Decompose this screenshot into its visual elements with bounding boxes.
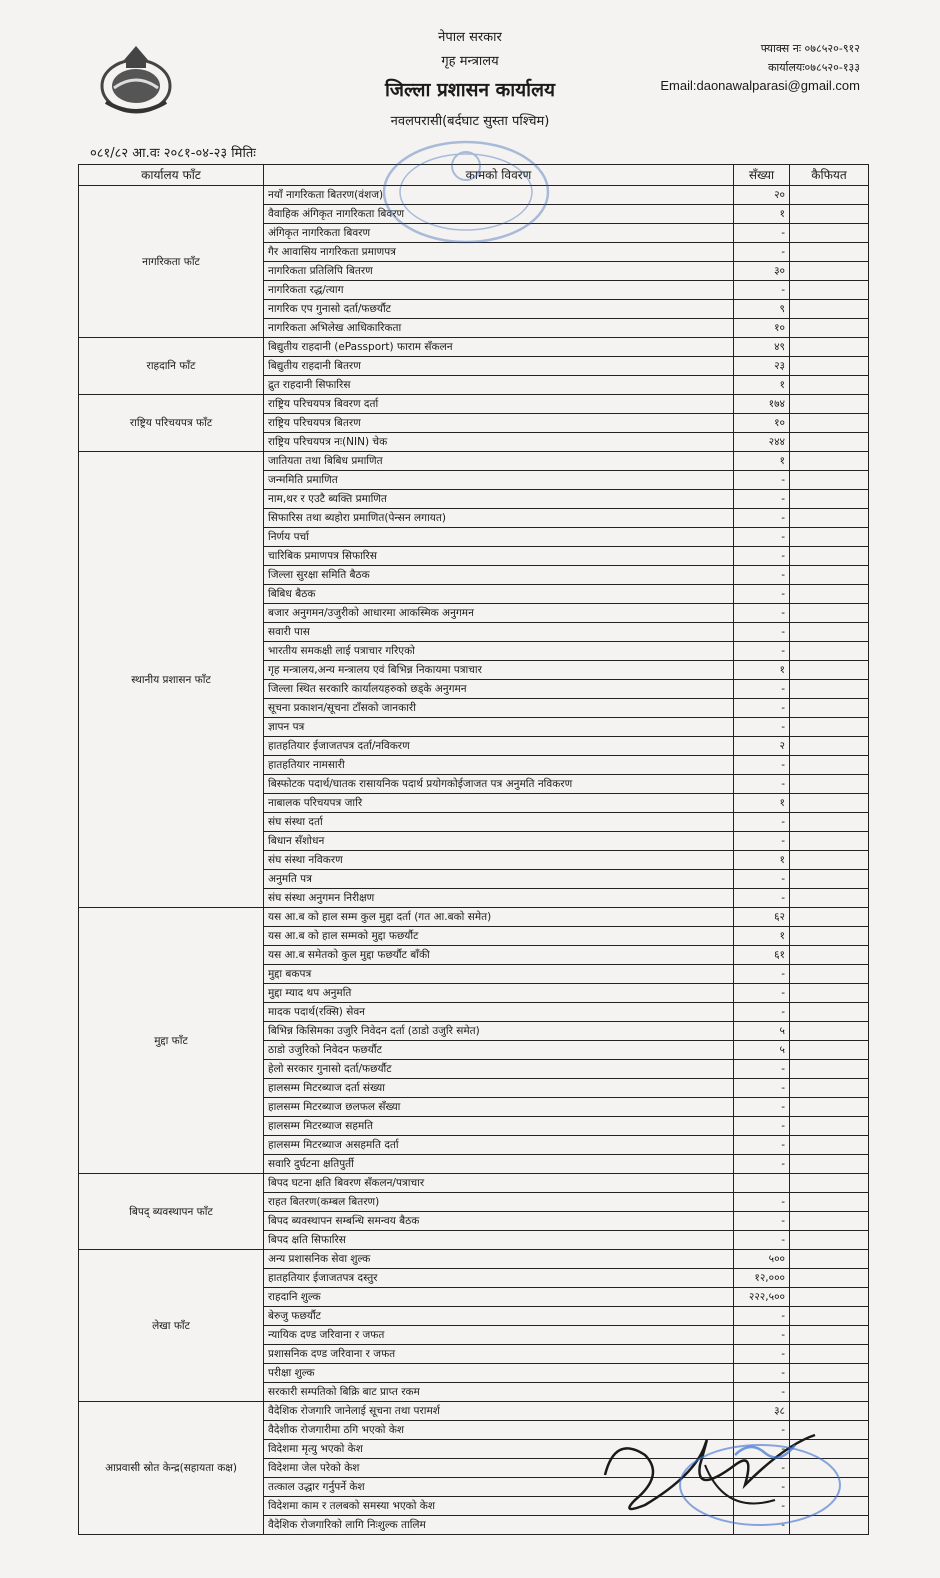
table-row <box>79 1174 869 1193</box>
remarks-cell <box>790 927 869 946</box>
description-cell: बेरुजु फछर्यौट <box>264 1307 734 1326</box>
count-cell: २२२,५०० <box>734 1288 790 1307</box>
count-cell: १ <box>734 927 790 946</box>
count-cell: ३८ <box>734 1402 790 1421</box>
remarks-cell <box>790 452 869 471</box>
remarks-cell <box>790 718 869 737</box>
count-cell: १ <box>734 452 790 471</box>
remarks-cell <box>790 585 869 604</box>
count-cell: - <box>734 243 790 262</box>
description-cell: हालसम्म मिटरब्याज छलफल सँख्या <box>264 1098 734 1117</box>
remarks-cell <box>790 623 869 642</box>
remarks-cell <box>790 1231 869 1250</box>
description-cell: नागरिकता अभिलेख आधिकारिकता <box>264 319 734 338</box>
description-cell: बिधान सँशोधन <box>264 832 734 851</box>
table-row <box>79 338 869 357</box>
remarks-cell <box>790 376 869 395</box>
remarks-cell <box>790 1212 869 1231</box>
remarks-cell <box>790 319 869 338</box>
table-body <box>79 186 869 1535</box>
count-cell: - <box>734 965 790 984</box>
description-cell: यस आ.ब को हाल सम्म कुल मुद्दा दर्ता (गत आ.बको समेत) <box>264 908 734 927</box>
section-column-header: कार्यालय फाँट <box>79 165 264 186</box>
remarks-cell <box>790 1383 869 1402</box>
count-cell: १२,००० <box>734 1269 790 1288</box>
description-cell: बिद्युतीय राहदानी (ePassport) फाराम सँकलन <box>264 338 734 357</box>
count-cell: - <box>734 1079 790 1098</box>
remarks-cell <box>790 224 869 243</box>
remarks-cell <box>790 1326 869 1345</box>
remarks-cell <box>790 205 869 224</box>
remarks-cell <box>790 794 869 813</box>
count-cell: - <box>734 1383 790 1402</box>
remarks-cell <box>790 756 869 775</box>
description-cell: वैदेशीक रोजगारीमा ठगि भएको केश <box>264 1421 734 1440</box>
count-cell: ५ <box>734 1041 790 1060</box>
remarks-cell <box>790 357 869 376</box>
count-cell <box>734 1174 790 1193</box>
remarks-cell <box>790 1478 869 1497</box>
count-cell: - <box>734 1345 790 1364</box>
table-row <box>79 452 869 471</box>
count-cell: - <box>734 1003 790 1022</box>
description-cell: सवारी पास <box>264 623 734 642</box>
description-cell: संघ संस्था दर्ता <box>264 813 734 832</box>
count-cell: - <box>734 1440 790 1459</box>
remarks-cell <box>790 395 869 414</box>
description-cell: हालसम्म मिटरब्याज सहमति <box>264 1117 734 1136</box>
office-title: जिल्ला प्रशासन कार्यालय <box>384 79 556 101</box>
section-name-cell: मुद्दा फाँट <box>79 908 264 1174</box>
description-cell: हातहतियार नामसारी <box>264 756 734 775</box>
remarks-column-header: कैफियत <box>790 165 869 186</box>
count-cell: १ <box>734 205 790 224</box>
remarks-cell <box>790 1364 869 1383</box>
remarks-cell <box>790 186 869 205</box>
description-cell: बिबिध बैठक <box>264 585 734 604</box>
description-cell: तत्काल उद्धार गर्नुपर्ने केश <box>264 1478 734 1497</box>
description-cell: बिपद क्षति सिफारिस <box>264 1231 734 1250</box>
count-cell: - <box>734 566 790 585</box>
description-cell: ठाडो उजुरिको निवेदन फछर्यौट <box>264 1041 734 1060</box>
count-column-header: सँख्या <box>734 165 790 186</box>
count-cell: - <box>734 889 790 908</box>
table-row <box>79 1250 869 1269</box>
table-row <box>79 395 869 414</box>
remarks-cell <box>790 433 869 452</box>
description-cell: बजार अनुगमन/उजुरीको आधारमा आकस्मिक अनुगमन <box>264 604 734 623</box>
count-cell: १७४ <box>734 395 790 414</box>
count-cell: - <box>734 471 790 490</box>
count-cell: - <box>734 1136 790 1155</box>
description-cell: संघ संस्था नविकरण <box>264 851 734 870</box>
description-cell: बिस्फोटक पदार्थ/घातक रासायनिक पदार्थ प्रयोगकोईजाजत पत्र अनुमति नविकरण <box>264 775 734 794</box>
remarks-cell <box>790 1497 869 1516</box>
remarks-cell <box>790 528 869 547</box>
remarks-cell <box>790 699 869 718</box>
section-name-cell: राष्ट्रिय परिचयपत्र फाँट <box>79 395 264 452</box>
remarks-cell <box>790 1288 869 1307</box>
count-cell: २४४ <box>734 433 790 452</box>
count-cell: २ <box>734 737 790 756</box>
description-cell: अन्य प्रशासनिक सेवा शुल्क <box>264 1250 734 1269</box>
description-cell: राहत बितरण(कम्बल बितरण) <box>264 1193 734 1212</box>
remarks-cell <box>790 1174 869 1193</box>
description-cell: सरकारी सम्पतिको बिक्रि बाट प्राप्त रकम <box>264 1383 734 1402</box>
count-cell: - <box>734 984 790 1003</box>
description-cell: सूचना प्रकाशन/सूचना टाँसको जानकारी <box>264 699 734 718</box>
count-cell: - <box>734 870 790 889</box>
remarks-cell <box>790 547 869 566</box>
description-cell: निर्णय पर्चा <box>264 528 734 547</box>
count-cell: - <box>734 490 790 509</box>
count-cell: - <box>734 1421 790 1440</box>
office-phone: कार्यालयः०७८५२०-१३३ <box>767 61 860 74</box>
description-cell: मुद्दा बकपत्र <box>264 965 734 984</box>
description-column-header: कामको विवरण <box>264 165 734 186</box>
remarks-cell <box>790 1459 869 1478</box>
remarks-cell <box>790 1155 869 1174</box>
remarks-cell <box>790 1098 869 1117</box>
government-emblem-icon <box>96 42 176 116</box>
remarks-cell <box>790 680 869 699</box>
remarks-cell <box>790 1250 869 1269</box>
count-cell: - <box>734 813 790 832</box>
remarks-cell <box>790 414 869 433</box>
description-cell: गृह मन्त्रालय,अन्य मन्त्रालय एवं बिभिन्न निकायमा पत्राचार <box>264 661 734 680</box>
description-cell: नयाँ नागरिकता बितरण(वंशज) <box>264 186 734 205</box>
office-location: नवलपरासी(बर्दघाट सुस्ता पश्चिम) <box>390 114 550 129</box>
count-cell: ६१ <box>734 946 790 965</box>
count-cell: - <box>734 642 790 661</box>
count-cell: - <box>734 1193 790 1212</box>
remarks-cell <box>790 1421 869 1440</box>
remarks-cell <box>790 1117 869 1136</box>
description-cell: सवारि दुर्घटना क्षतिपुर्ती <box>264 1155 734 1174</box>
count-cell: १ <box>734 376 790 395</box>
section-name-cell: राहदानि फाँट <box>79 338 264 395</box>
description-cell: विदेशमा जेल परेको केश <box>264 1459 734 1478</box>
fax-number: फ्याक्स नः ०७८५२०-९१२ <box>760 42 860 55</box>
table-row <box>79 1402 869 1421</box>
description-cell: जातियता तथा बिबिध प्रमाणित <box>264 452 734 471</box>
count-cell: ९ <box>734 300 790 319</box>
remarks-cell <box>790 965 869 984</box>
count-cell: - <box>734 1497 790 1516</box>
count-cell: - <box>734 1478 790 1497</box>
description-cell: हालसम्म मिटरब्याज दर्ता संख्या <box>264 1079 734 1098</box>
description-cell: सिफारिस तथा ब्यहोरा प्रमाणित(पेन्सन लगायत) <box>264 509 734 528</box>
description-cell: चारिबिक प्रमाणपत्र सिफारिस <box>264 547 734 566</box>
remarks-cell <box>790 1022 869 1041</box>
description-cell: राष्ट्रिय परिचयपत्र बितरण <box>264 414 734 433</box>
count-cell: - <box>734 1212 790 1231</box>
description-cell: यस आ.ब को हाल सम्मको मुद्दा फछर्यौट <box>264 927 734 946</box>
count-cell: १ <box>734 794 790 813</box>
remarks-cell <box>790 262 869 281</box>
reference-date-line: ०८१/८२ आ.वः २०८१-०४-२३ मितिः <box>90 146 256 161</box>
remarks-cell <box>790 1060 869 1079</box>
remarks-cell <box>790 946 869 965</box>
description-cell: द्रुत राहदानी सिफारिस <box>264 376 734 395</box>
remarks-cell <box>790 870 869 889</box>
count-cell: ४९ <box>734 338 790 357</box>
count-cell: - <box>734 1117 790 1136</box>
description-cell: मादक पदार्थ(रक्सि) सेवन <box>264 1003 734 1022</box>
remarks-cell <box>790 832 869 851</box>
count-cell: - <box>734 281 790 300</box>
count-cell: - <box>734 1364 790 1383</box>
description-cell: प्रशासनिक दण्ड जरिवाना र जफत <box>264 1345 734 1364</box>
description-cell: भारतीय समकक्षी लाई पत्राचार गरिएको <box>264 642 734 661</box>
remarks-cell <box>790 642 869 661</box>
count-cell: - <box>734 699 790 718</box>
remarks-cell <box>790 1079 869 1098</box>
count-cell: - <box>734 585 790 604</box>
count-cell: - <box>734 623 790 642</box>
description-cell: नागरिकता प्रतिलिपि बितरण <box>264 262 734 281</box>
description-cell: राष्ट्रिय परिचयपत्र बिवरण दर्ता <box>264 395 734 414</box>
description-cell: हेलो सरकार गुनासो दर्ता/फछर्यौट <box>264 1060 734 1079</box>
description-cell: वैदेशिक रोजगारि जानेलाई सूचना तथा परामर्श <box>264 1402 734 1421</box>
description-cell: ज्ञापन पत्र <box>264 718 734 737</box>
remarks-cell <box>790 1516 869 1535</box>
count-cell: १० <box>734 319 790 338</box>
count-cell: - <box>734 832 790 851</box>
government-name: नेपाल सरकार <box>438 30 502 45</box>
count-cell: - <box>734 1459 790 1478</box>
count-cell: १ <box>734 661 790 680</box>
description-cell: राहदानि शुल्क <box>264 1288 734 1307</box>
count-cell: २० <box>734 186 790 205</box>
description-cell: विदेशमा मृत्यु भएको केश <box>264 1440 734 1459</box>
remarks-cell <box>790 509 869 528</box>
remarks-cell <box>790 1440 869 1459</box>
remarks-cell <box>790 908 869 927</box>
monthly-report-table <box>78 164 869 1535</box>
description-cell: हातहतियार ईजाजतपत्र दस्तुर <box>264 1269 734 1288</box>
section-name-cell: आप्रवासी स्रोत केन्द्र(सहायता कक्ष) <box>79 1402 264 1535</box>
remarks-cell <box>790 851 869 870</box>
remarks-cell <box>790 300 869 319</box>
description-cell: संघ संस्था अनुगमन निरीक्षण <box>264 889 734 908</box>
section-name-cell: स्थानीय प्रशासन फाँट <box>79 452 264 908</box>
description-cell: बिपद ब्यवस्थापन सम्बन्धि समन्वय बैठक <box>264 1212 734 1231</box>
count-cell: - <box>734 604 790 623</box>
count-cell: ५ <box>734 1022 790 1041</box>
description-cell: बिद्युतीय राहदानी बितरण <box>264 357 734 376</box>
count-cell: - <box>734 1155 790 1174</box>
description-cell: नाम,थर र एउटै ब्यक्ति प्रमाणित <box>264 490 734 509</box>
description-cell: जिल्ला सुरक्षा समिति बैठक <box>264 566 734 585</box>
count-cell: - <box>734 1326 790 1345</box>
count-cell: ३० <box>734 262 790 281</box>
remarks-cell <box>790 889 869 908</box>
count-cell: - <box>734 756 790 775</box>
count-cell: - <box>734 1516 790 1535</box>
remarks-cell <box>790 243 869 262</box>
description-cell: वैवाहिक अंगिकृत नागरिकता बिवरण <box>264 205 734 224</box>
count-cell: - <box>734 680 790 699</box>
remarks-cell <box>790 1402 869 1421</box>
table-row <box>79 908 869 927</box>
remarks-cell <box>790 1041 869 1060</box>
description-cell: मुद्दा म्याद थप अनुमति <box>264 984 734 1003</box>
description-cell: विदेशमा काम र तलबको समस्या भएको केश <box>264 1497 734 1516</box>
count-cell: - <box>734 1060 790 1079</box>
description-cell: राष्ट्रिय परिचयपत्र नः(NIN) चेक <box>264 433 734 452</box>
count-cell: - <box>734 718 790 737</box>
description-cell: नागरिकता रद्ध/त्याग <box>264 281 734 300</box>
remarks-cell <box>790 813 869 832</box>
description-cell: गैर आवासिय नागरिकता प्रमाणपत्र <box>264 243 734 262</box>
table-header-row <box>79 165 869 186</box>
section-name-cell: लेखा फाँट <box>79 1250 264 1402</box>
count-cell: - <box>734 528 790 547</box>
count-cell: - <box>734 547 790 566</box>
description-cell: यस आ.ब समेतको कुल मुद्दा फछर्यौट बाँकी <box>264 946 734 965</box>
table-row <box>79 186 869 205</box>
description-cell: अनुमति पत्र <box>264 870 734 889</box>
description-cell: बिपद घटना क्षति बिवरण सँकलन/पत्राचार <box>264 1174 734 1193</box>
description-cell: जिल्ला स्थित सरकारि कार्यालयहरुको छड्के अनुगमन <box>264 680 734 699</box>
section-name-cell: नागरिकता फाँट <box>79 186 264 338</box>
ministry-name: गृह मन्त्रालय <box>441 54 499 69</box>
remarks-cell <box>790 775 869 794</box>
remarks-cell <box>790 490 869 509</box>
description-cell: परीक्षा शुल्क <box>264 1364 734 1383</box>
description-cell: अंगिकृत नागरिकता बिवरण <box>264 224 734 243</box>
remarks-cell <box>790 471 869 490</box>
remarks-cell <box>790 338 869 357</box>
description-cell: नागरिक एप गुनासो दर्ता/फछर्यौट <box>264 300 734 319</box>
description-cell: हालसम्म मिटरब्याज असहमति दर्ता <box>264 1136 734 1155</box>
remarks-cell <box>790 1269 869 1288</box>
remarks-cell <box>790 1003 869 1022</box>
remarks-cell <box>790 984 869 1003</box>
count-cell: - <box>734 775 790 794</box>
count-cell: - <box>734 1098 790 1117</box>
count-cell: ५०० <box>734 1250 790 1269</box>
description-cell: वैदेशिक रोजगारिको लागि निःशुल्क तालिम <box>264 1516 734 1535</box>
remarks-cell <box>790 1193 869 1212</box>
remarks-cell <box>790 604 869 623</box>
email-address: Email:daonawalparasi@gmail.com <box>660 78 860 93</box>
remarks-cell <box>790 281 869 300</box>
description-cell: बिभिन्न किसिमका उजुरि निवेदन दर्ता (ठाडो उजुरि समेत) <box>264 1022 734 1041</box>
count-cell: - <box>734 1231 790 1250</box>
description-cell: न्यायिक दण्ड जरिवाना र जफत <box>264 1326 734 1345</box>
count-cell: २३ <box>734 357 790 376</box>
count-cell: ६२ <box>734 908 790 927</box>
count-cell: १ <box>734 851 790 870</box>
description-cell: जन्ममिति प्रमाणित <box>264 471 734 490</box>
count-cell: १० <box>734 414 790 433</box>
count-cell: - <box>734 224 790 243</box>
remarks-cell <box>790 1136 869 1155</box>
remarks-cell <box>790 737 869 756</box>
description-cell: नाबालक परिचयपत्र जारि <box>264 794 734 813</box>
remarks-cell <box>790 661 869 680</box>
count-cell: - <box>734 509 790 528</box>
remarks-cell <box>790 1307 869 1326</box>
description-cell: हातहतियार ईजाजतपत्र दर्ता/नविकरण <box>264 737 734 756</box>
section-name-cell: बिपद् ब्यवस्थापन फाँट <box>79 1174 264 1250</box>
count-cell: - <box>734 1307 790 1326</box>
remarks-cell <box>790 566 869 585</box>
remarks-cell <box>790 1345 869 1364</box>
